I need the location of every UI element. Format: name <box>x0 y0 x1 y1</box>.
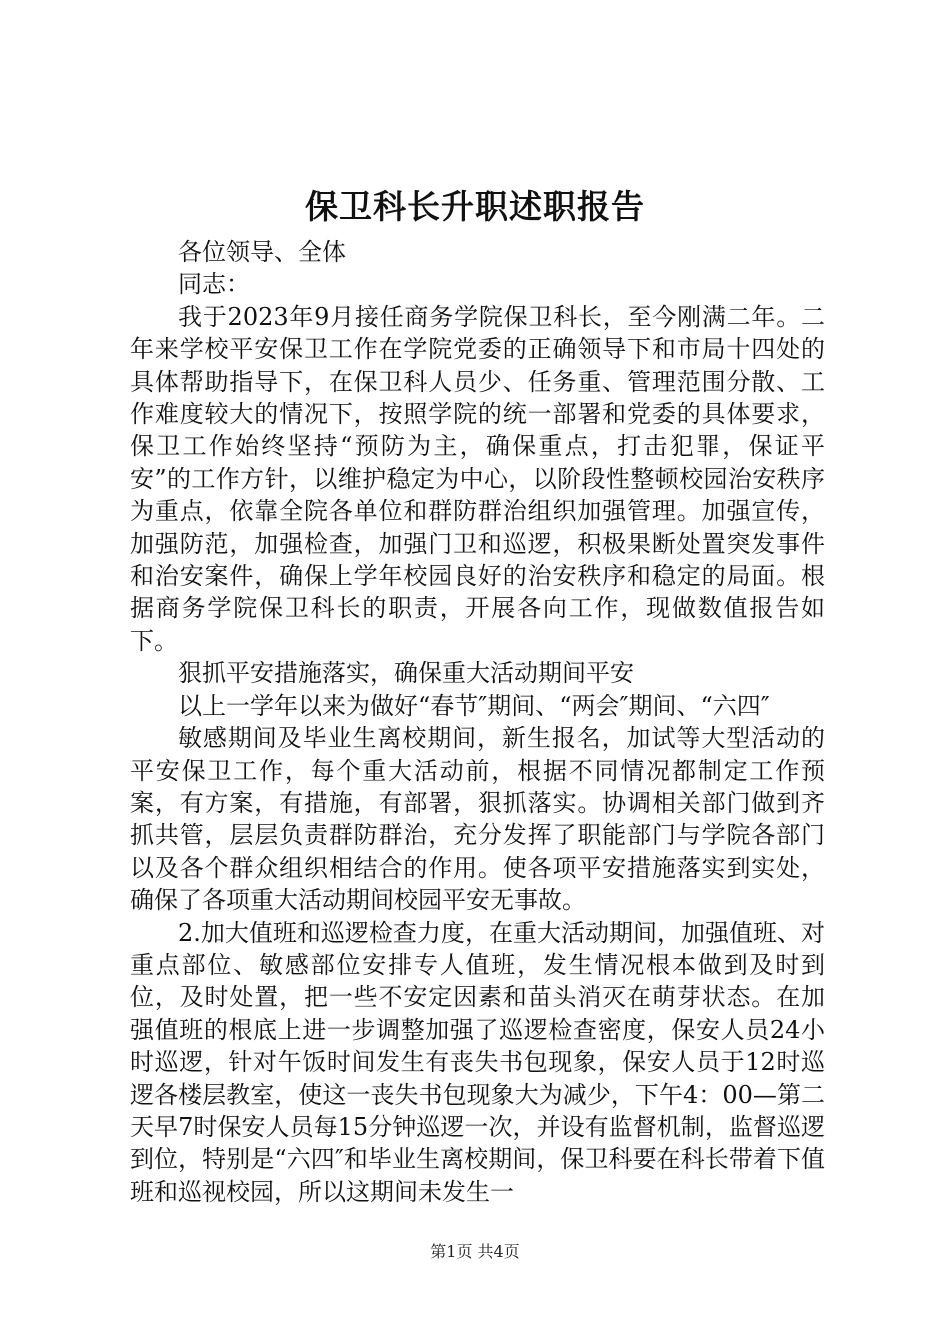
section-heading: 狠抓平安措施落实，确保重大活动期间平安 <box>178 659 634 688</box>
intro-paragraph: 我于2023年9月接任商务学院保卫科长，至今刚满二年。二年来学校平安保卫工作在学院党委的正确领导下和市局十四处的具体帮助指导下，在保卫科人员少、任务重、管理范围分散、工作难度较大的情况下，按照学院的统一部署和党委的具体要求，保卫工作始终坚持“预防为主，确保重点，打击犯罪，保证平安”的工作方针，以维护稳定为中心，以阶段性整顿校园治安秩序为重点，依靠全院各单位和群防群治组织加强管理。加强宣传，加强防范，加强检查，加强门卫和巡逻，积极果断处置突发事件和治安案件，确保上学年校园良好的治安秩序和稳定的局面。根据商务学院保卫科长的职责，开展各向工作，现做数值报告如下。 <box>130 302 825 655</box>
document-body <box>130 236 825 1208</box>
paragraph-events: 以上一学年以来为做好“春节″期间、“两会″期间、“六四″ <box>178 691 770 720</box>
paragraph-patrol: 2.加大值班和巡逻检查力度，在重大活动期间，加强值班、对重点部位、敏感部位安排专人值班，发生情况根本做到及时到位，及时处置，把一些不安定因素和苗头消灭在萌芽状态。在加强值班的根底上进一步调整加强了巡逻检查密度，保安人员24小时巡逻，针对午饭时间发生有丧失书包现象，保安人员于12时巡逻各楼层教室，使这一丧失书包现象大为减少，下午4：00—第二天早7时保安人员每15分钟巡逻一次，并设有监督机制，监督巡逻到位，特别是“六四″和毕业生离校期间，保卫科要在科长带着下值班和巡视校园，所以这期间未发生一 <box>130 918 825 1206</box>
document-title: 保卫科长升职述职报告 <box>305 187 645 226</box>
salutation-line-1: 各位领导、全体 <box>178 238 346 266</box>
salutation-line-2: 同志： <box>178 270 250 299</box>
paragraph-security-plans: 敏感期间及毕业生离校期间，新生报名，加试等大型活动的平安保卫工作，每个重大活动前，根据不同情况都制定工作预案，有方案，有措施，有部署，狠抓落实。协调相关部门做到齐抓共管，层层负责群防群治，充分发挥了职能部门与学院各部门以及各个群众组织相结合的作用。使各项平安措施落实到实处，确保了各项重大活动期间校园平安无事故。 <box>130 724 825 915</box>
page-number-footer: 第1页 共4页 <box>430 1242 520 1261</box>
